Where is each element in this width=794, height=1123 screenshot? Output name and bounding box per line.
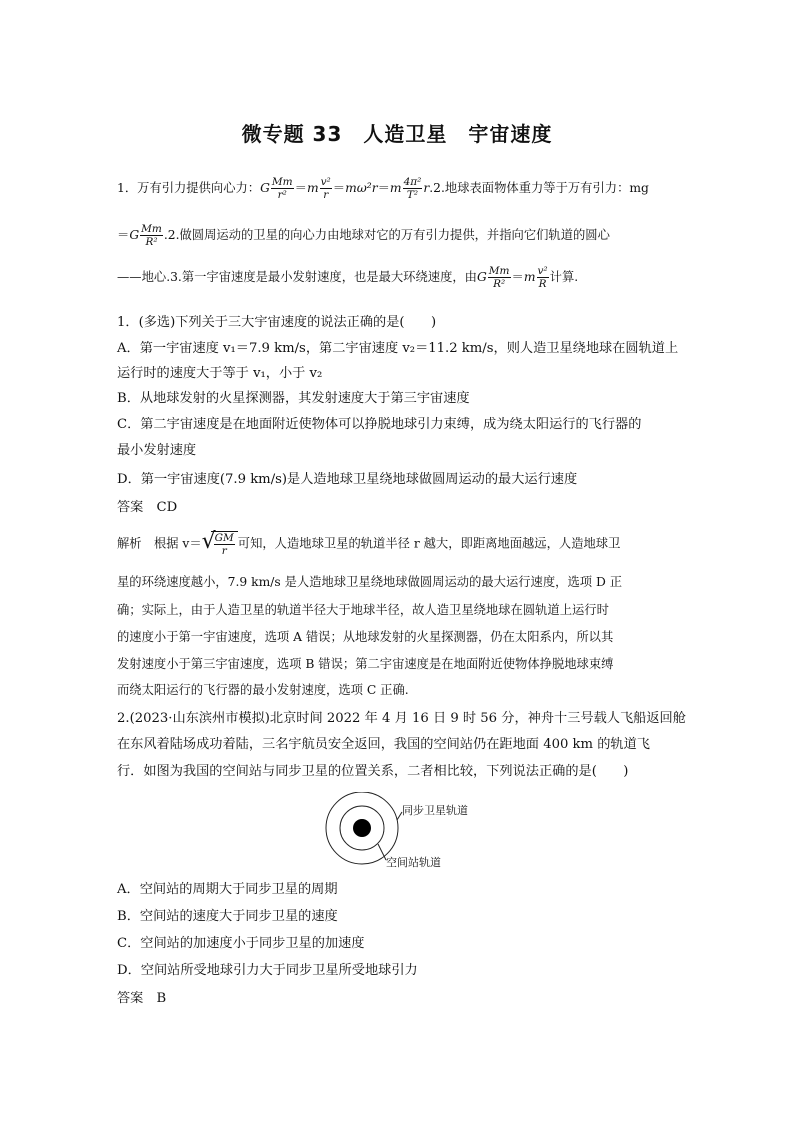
- q2-stem-line1: 2.(2023·山东滨州市模拟)北京时间 2022 年 4 月 16 日 9 时 56 分，神舟十三号载人飞船返回舱: [117, 711, 686, 726]
- q1-option-c-line2: 最小发射速度: [117, 443, 197, 458]
- q1-analysis-line3: 确；实际上，由于人造卫星的轨道半径大于地球半径，故人造卫星绕地球在圆轨道上运行时: [117, 603, 609, 617]
- q2-option-c: C．空间站的加速度小于同步卫星的加速度: [117, 936, 365, 951]
- q1-answer: 答案 CD: [117, 500, 178, 515]
- q1-option-d: D．第一宇宙速度(7.9 km/s)是人造地球卫星绕地球做圆周运动的最大运行速度: [117, 472, 578, 487]
- q2-answer: 答案 B: [117, 991, 167, 1006]
- fraction-v2-r: $\frac{\text{v²}}{r}$: [320, 176, 331, 201]
- orbit-diagram: [318, 792, 468, 872]
- fraction-mm-r2: $\frac{Mm}{\text{r²}}$: [271, 176, 293, 201]
- q2-stem-line2: 在东风着陆场成功着陆，三名宇航员安全返回，我国的空间站仍在距地面 400 km 的轨道飞: [117, 737, 650, 752]
- geostationary-orbit-label: 同步卫星轨道: [402, 805, 468, 817]
- q1-option-a-line2: 运行时的速度大于等于 v₁，小于 v₂: [117, 366, 323, 381]
- intro-line-1: 1．万有引力提供向心力：G $\frac{Mm}{\text{r²}}$ ＝m $\frac{\text{v²}}{r}$ ＝mω²r＝m $\frac{\text{4π²}}{\text{T²}}$ r.2.地球表面物体重力等于万有引力：mg: [117, 176, 649, 201]
- q1-stem: 1．(多选)下列关于三大宇宙速度的说法正确的是( ): [117, 315, 437, 330]
- space-station-orbit-label: 空间站轨道: [386, 857, 441, 869]
- q1-analysis-line5: 发射速度小于第三宇宙速度，选项 B 错误；第二宇宙速度是在地面附近使物体挣脱地球束缚: [117, 657, 614, 671]
- q1-analysis-line1: 解析 根据 v＝ √ $\frac{GM}{r}$ 可知，人造地球卫星的轨道半径 r 越大，即距离地面越远，人造地球卫: [117, 529, 621, 557]
- sqrt-gm-over-r: √ $\frac{GM}{r}$: [202, 531, 238, 557]
- earth-dot: [353, 819, 371, 837]
- q1-analysis-line4: 的速度小于第一宇宙速度，选项 A 错误；从地球发射的火星探测器，仍在太阳系内，所以其: [117, 630, 614, 644]
- q2-option-a: A．空间站的周期大于同步卫星的周期: [117, 882, 338, 897]
- intro-line-3: ——地心.3.第一宇宙速度是最小发射速度，也是最大环绕速度，由G $\frac{Mm}{\text{R²}}$ ＝m $\frac{\text{v²}}{R}$ 计算.: [117, 265, 579, 290]
- q2-option-d: D．空间站所受地球引力大于同步卫星所受地球引力: [117, 963, 418, 978]
- q1-analysis-line6: 而绕太阳运行的飞行器的最小发射速度，选项 C 正确.: [117, 683, 409, 697]
- q1-option-c-line1: C．第二宇宙速度是在地面附近使物体可以挣脱地球引力束缚，成为绕太阳运行的飞行器的: [117, 417, 642, 432]
- fraction-mm-r2-earth: $\frac{Mm}{\text{R²}}$: [141, 223, 162, 248]
- fraction-4pi2-t2: $\frac{\text{4π²}}{\text{T²}}$: [403, 176, 422, 201]
- fraction-mm-r2-first: $\frac{Mm}{\text{R²}}$: [488, 265, 510, 290]
- q2-option-b: B．空间站的速度大于同步卫星的速度: [117, 909, 338, 924]
- intro-line-2: ＝G $\frac{Mm}{\text{R²}}$ .2.做圆周运动的卫星的向心力由地球对它的万有引力提供，并指向它们轨道的圆心: [117, 223, 610, 248]
- q1-analysis-line2: 星的环绕速度越小，7.9 km/s 是人造地球卫星绕地球做圆周运动的最大运行速度，选项 D 正: [117, 575, 623, 589]
- page-title: 微专题 33 人造卫星 宇宙速度: [241, 122, 553, 146]
- q1-option-b: B．从地球发射的火星探测器，其发射速度大于第三宇宙速度: [117, 391, 470, 406]
- q1-option-a-line1: A．第一宇宙速度 v₁＝7.9 km/s，第二宇宙速度 v₂＝11.2 km/s，则人造卫星绕地球在圆轨道上: [117, 341, 679, 356]
- q2-stem-line3: 行．如图为我国的空间站与同步卫星的位置关系，二者相比较，下列说法正确的是( ): [117, 764, 629, 779]
- fraction-v2-rr: $\frac{\text{v²}}{R}$: [537, 265, 548, 290]
